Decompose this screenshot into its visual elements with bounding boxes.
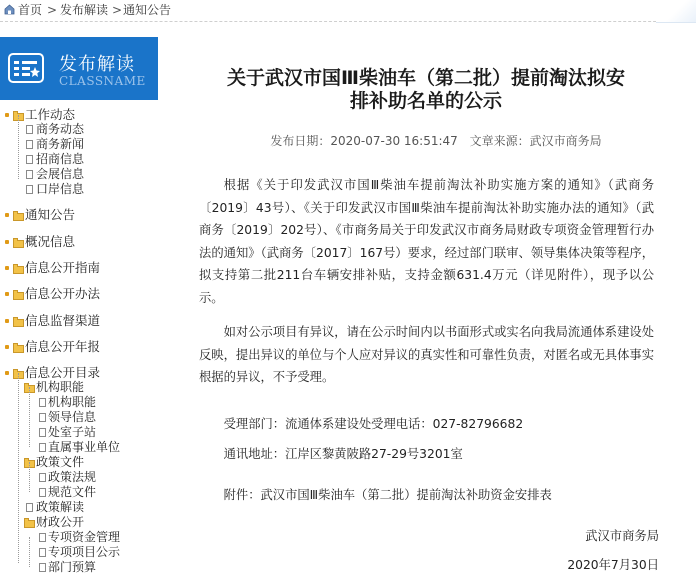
sidebar-item-label: 机构职能 bbox=[36, 380, 85, 394]
sidebar-item-label: 专项资金管理 bbox=[48, 530, 121, 544]
folder-icon bbox=[13, 345, 24, 353]
folder-open-icon bbox=[24, 520, 35, 528]
bullet-icon bbox=[5, 266, 9, 270]
attachment-link[interactable]: 附件：武汉市国Ⅲ柴油车（第二批）提前淘汰补助资金安排表 bbox=[223, 488, 552, 502]
document-icon bbox=[26, 185, 33, 194]
article-source: 文章来源：武汉市商务局 bbox=[469, 134, 602, 148]
mailing-address: 通讯地址：江岸区黎黄陂路27-29号3201室 bbox=[223, 447, 463, 461]
sidebar-item-label: 直属事业单位 bbox=[48, 440, 121, 454]
article-title-line2: 排补助名单的公示 bbox=[349, 90, 502, 112]
sidebar-item-label: 政策文件 bbox=[36, 455, 85, 469]
sidebar-item-label: 政策法规 bbox=[48, 470, 97, 484]
sidebar-item-label: 商务新闻 bbox=[36, 137, 85, 151]
folder-icon bbox=[13, 319, 24, 327]
document-icon bbox=[39, 548, 46, 557]
paragraph-objection: 如对公示项目有异议，请在公示时间内以书面形式或实名向我局流通体系建设处反映，提出异议的单位与个人应对异议的真实性和可靠性负责，对匿名或无具体事实根据的异议，不予受理。 bbox=[199, 325, 654, 385]
sidebar-item-label: 信息公开办法 bbox=[25, 286, 101, 301]
folder-icon bbox=[13, 266, 24, 274]
sidebar-item-label: 规范文件 bbox=[48, 485, 97, 499]
sidebar-subtitle: CLASSNAME bbox=[59, 74, 146, 88]
signature-date: 2020年7月30日 bbox=[567, 558, 659, 572]
article-meta bbox=[176, 132, 696, 149]
signature-org: 武汉市商务局 bbox=[585, 529, 659, 543]
sidebar-header bbox=[0, 37, 158, 100]
sidebar-item-label: 概况信息 bbox=[25, 234, 76, 249]
sidebar-item-label: 领导信息 bbox=[48, 410, 97, 424]
document-icon bbox=[26, 140, 33, 149]
article-title bbox=[186, 67, 666, 113]
corner-decoration bbox=[656, 0, 696, 23]
breadcrumb-separator: > bbox=[47, 3, 58, 17]
sidebar-item-label: 部门预算 bbox=[48, 560, 97, 574]
sidebar-item-label: 工作动态 bbox=[25, 107, 76, 122]
sidebar bbox=[0, 37, 158, 574]
paragraph-basis: 根据《关于印发武汉市国Ⅲ柴油车提前淘汰补助实施方案的通知》（武商务〔2019〕43号）、《关于印发武汉市国Ⅲ柴油车提前淘汰补助实施办法的通知》（武商务〔2019〕202号）、《市商务局关于印发武汉市商务局财政专项资金管理暂行办法的通知》（武商务〔2017〕167号）要求，经过部门联审、领导集体决策等程序，拟支持第二批211台车辆安排补贴，支持金额631.4万元（详见附件），现予以公示。 bbox=[199, 178, 654, 305]
bullet-icon bbox=[5, 319, 9, 323]
breadcrumb-separator: > bbox=[112, 3, 123, 17]
document-icon bbox=[39, 428, 46, 437]
document-icon bbox=[26, 125, 33, 134]
bullet-icon bbox=[5, 292, 9, 296]
sidebar-item-label: 政策解读 bbox=[36, 500, 85, 514]
bullet-icon bbox=[5, 113, 9, 117]
sidebar-item-label: 机构职能 bbox=[48, 395, 97, 409]
bullet-icon bbox=[5, 240, 9, 244]
breadcrumb bbox=[0, 0, 696, 22]
document-icon bbox=[39, 488, 46, 497]
document-icon bbox=[39, 533, 46, 542]
breadcrumb-home[interactable]: 首页 bbox=[18, 3, 43, 17]
document-icon bbox=[26, 503, 33, 512]
home-icon[interactable] bbox=[4, 4, 15, 15]
tree-connector bbox=[29, 462, 30, 492]
document-icon bbox=[26, 170, 33, 179]
folder-icon bbox=[13, 240, 24, 248]
tree-connector bbox=[29, 387, 30, 447]
document-icon bbox=[39, 563, 46, 572]
document-icon bbox=[39, 398, 46, 407]
sidebar-item-label: 信息公开目录 bbox=[25, 365, 101, 380]
tree-connector bbox=[29, 537, 30, 567]
sidebar-item-label: 专项项目公示 bbox=[48, 545, 121, 559]
breadcrumb-release-interpretation[interactable]: 发布解读 bbox=[60, 3, 109, 17]
sidebar-item-label: 商务动态 bbox=[36, 122, 85, 136]
document-icon bbox=[39, 413, 46, 422]
tree-connector bbox=[18, 373, 19, 563]
publish-date: 发布日期：2020-07-30 16:51:47 bbox=[270, 134, 458, 148]
bullet-icon bbox=[5, 213, 9, 217]
sidebar-title: 发布解读 bbox=[59, 54, 135, 75]
sidebar-item-label: 口岸信息 bbox=[36, 182, 85, 196]
article-title-line1: 关于武汉市国Ⅲ柴油车（第二批）提前淘汰拟安 bbox=[227, 67, 625, 89]
document-icon bbox=[26, 155, 33, 164]
sidebar-item-label: 通知公告 bbox=[25, 207, 76, 222]
document-list-icon bbox=[8, 53, 44, 83]
document-icon bbox=[39, 473, 46, 482]
sidebar-item-label: 会展信息 bbox=[36, 167, 85, 181]
sidebar-item-label: 招商信息 bbox=[36, 152, 85, 166]
folder-icon bbox=[13, 292, 24, 300]
bullet-icon bbox=[5, 371, 9, 375]
contact-department: 受理部门：流通体系建设处受理电话：027-82796682 bbox=[223, 417, 524, 431]
sidebar-item-label: 信息公开年报 bbox=[25, 339, 101, 354]
bullet-icon bbox=[5, 345, 9, 349]
sidebar-item-label: 信息公开指南 bbox=[25, 260, 101, 275]
document-icon bbox=[39, 443, 46, 452]
breadcrumb-notices[interactable]: 通知公告 bbox=[123, 3, 172, 17]
sidebar-item-label: 信息监督渠道 bbox=[25, 313, 101, 328]
sidebar-item-label: 财政公开 bbox=[36, 515, 85, 529]
folder-icon bbox=[13, 213, 24, 221]
tree-connector bbox=[18, 115, 19, 179]
sidebar-item-label: 处室子站 bbox=[48, 425, 97, 439]
article bbox=[176, 37, 696, 574]
